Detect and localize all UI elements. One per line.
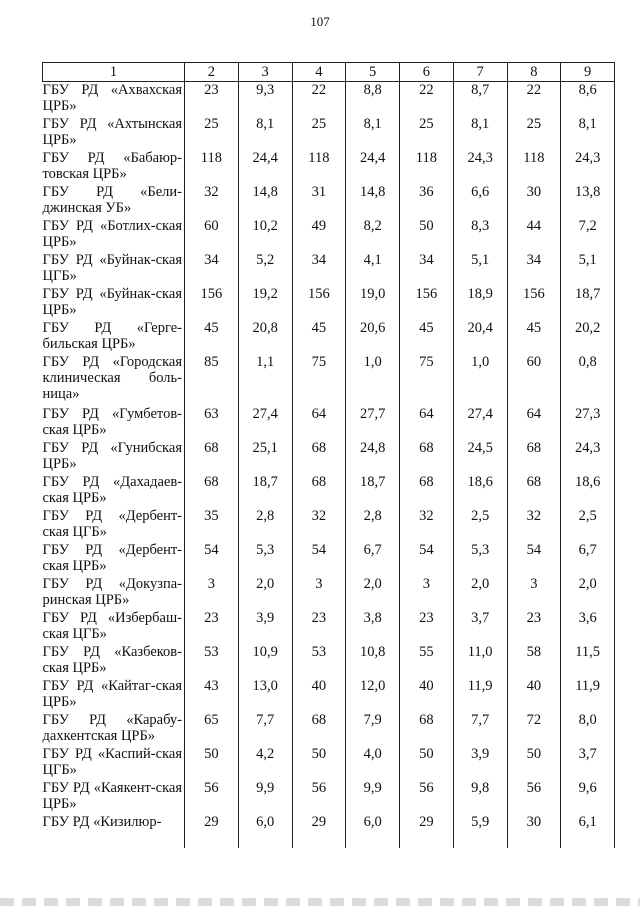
value-cell: 9,3 [238, 82, 292, 117]
value-cell: 40 [507, 678, 561, 712]
value-cell: 11,9 [561, 678, 615, 712]
column-header: 7 [453, 63, 507, 82]
value-cell: 27,4 [453, 406, 507, 440]
value-cell: 8,0 [561, 712, 615, 746]
table-body [43, 82, 615, 849]
value-cell: 22 [507, 82, 561, 117]
value-cell: 156 [292, 286, 346, 320]
value-cell: 34 [400, 252, 454, 286]
value-cell: 118 [185, 150, 239, 184]
column-header: 4 [292, 63, 346, 82]
institution-name: ГБУ РД «Ахтынская ЦРБ» [42, 116, 182, 148]
table-row [43, 644, 615, 678]
value-cell: 56 [507, 780, 561, 814]
value-cell: 6,0 [238, 814, 292, 848]
value-cell: 44 [507, 218, 561, 252]
value-cell: 23 [400, 610, 454, 644]
value-cell: 156 [185, 286, 239, 320]
value-cell: 18,6 [453, 474, 507, 508]
value-cell: 64 [292, 406, 346, 440]
value-cell: 2,5 [453, 508, 507, 542]
value-cell: 22 [292, 82, 346, 117]
institution-name: ГБУ РД «Гунибская ЦРБ» [42, 440, 182, 472]
value-cell: 4,2 [238, 746, 292, 780]
institution-name: ГБУ РД «Ботлих-ская ЦРБ» [42, 218, 182, 250]
value-cell: 2,0 [346, 576, 400, 610]
page-number: 107 [310, 14, 330, 29]
value-cell: 1,1 [238, 354, 292, 406]
scan-edge-artifact [0, 898, 640, 906]
value-cell: 9,9 [346, 780, 400, 814]
value-cell: 40 [292, 678, 346, 712]
value-cell: 5,1 [561, 252, 615, 286]
column-header: 6 [400, 63, 454, 82]
value-cell: 53 [292, 644, 346, 678]
table-row [43, 218, 615, 252]
value-cell: 23 [507, 610, 561, 644]
value-cell: 7,7 [238, 712, 292, 746]
value-cell: 3 [185, 576, 239, 610]
value-cell: 8,1 [561, 116, 615, 150]
value-cell: 3,6 [561, 610, 615, 644]
table-row [43, 116, 615, 150]
institution-name: ГБУ РД «Буйнак-ская ЦРБ» [42, 286, 182, 318]
value-cell: 25 [400, 116, 454, 150]
value-cell: 29 [400, 814, 454, 848]
value-cell: 8,2 [346, 218, 400, 252]
value-cell: 1,0 [453, 354, 507, 406]
value-cell: 8,1 [453, 116, 507, 150]
value-cell: 19,0 [346, 286, 400, 320]
value-cell: 34 [507, 252, 561, 286]
value-cell: 156 [400, 286, 454, 320]
table-row [43, 320, 615, 354]
value-cell: 27,7 [346, 406, 400, 440]
value-cell: 6,6 [453, 184, 507, 218]
value-cell: 3,9 [453, 746, 507, 780]
value-cell: 43 [185, 678, 239, 712]
value-cell: 4,0 [346, 746, 400, 780]
table-row [43, 184, 615, 218]
value-cell: 9,9 [238, 780, 292, 814]
value-cell: 63 [185, 406, 239, 440]
value-cell: 10,8 [346, 644, 400, 678]
value-cell: 20,4 [453, 320, 507, 354]
value-cell: 85 [185, 354, 239, 406]
value-cell: 24,4 [238, 150, 292, 184]
value-cell: 56 [400, 780, 454, 814]
value-cell: 11,5 [561, 644, 615, 678]
table-header-row [43, 63, 615, 82]
data-table [42, 62, 615, 848]
value-cell: 32 [292, 508, 346, 542]
institution-name: ГБУ РД «Городская клиническая боль-ница» [42, 354, 182, 402]
value-cell: 50 [400, 218, 454, 252]
value-cell: 24,4 [346, 150, 400, 184]
value-cell: 19,2 [238, 286, 292, 320]
column-header: 9 [561, 63, 615, 82]
table-row [43, 746, 615, 780]
value-cell: 32 [400, 508, 454, 542]
value-cell: 10,9 [238, 644, 292, 678]
table-row [43, 354, 615, 406]
table-row [43, 712, 615, 746]
value-cell: 3,8 [346, 610, 400, 644]
value-cell: 40 [400, 678, 454, 712]
value-cell: 54 [185, 542, 239, 576]
value-cell: 30 [507, 814, 561, 848]
table-row [43, 82, 615, 117]
value-cell: 11,0 [453, 644, 507, 678]
table-row [43, 814, 615, 848]
value-cell: 1,0 [346, 354, 400, 406]
column-header: 5 [346, 63, 400, 82]
value-cell: 18,7 [561, 286, 615, 320]
value-cell: 25,1 [238, 440, 292, 474]
value-cell: 56 [185, 780, 239, 814]
value-cell: 32 [507, 508, 561, 542]
value-cell: 6,7 [346, 542, 400, 576]
value-cell: 8,7 [453, 82, 507, 117]
value-cell: 64 [507, 406, 561, 440]
value-cell: 34 [292, 252, 346, 286]
value-cell: 35 [185, 508, 239, 542]
value-cell: 23 [185, 610, 239, 644]
value-cell: 20,8 [238, 320, 292, 354]
value-cell: 24,3 [561, 440, 615, 474]
value-cell: 9,8 [453, 780, 507, 814]
value-cell: 27,3 [561, 406, 615, 440]
value-cell: 20,2 [561, 320, 615, 354]
table-row [43, 610, 615, 644]
value-cell: 6,1 [561, 814, 615, 848]
value-cell: 22 [400, 82, 454, 117]
value-cell: 3 [400, 576, 454, 610]
institution-name: ГБУ РД «Казбеков-ская ЦРБ» [42, 644, 182, 676]
value-cell: 8,8 [346, 82, 400, 117]
value-cell: 65 [185, 712, 239, 746]
value-cell: 68 [400, 474, 454, 508]
value-cell: 7,2 [561, 218, 615, 252]
value-cell: 118 [507, 150, 561, 184]
value-cell: 5,1 [453, 252, 507, 286]
value-cell: 68 [292, 712, 346, 746]
value-cell: 23 [185, 82, 239, 117]
value-cell: 64 [400, 406, 454, 440]
value-cell: 156 [507, 286, 561, 320]
value-cell: 58 [507, 644, 561, 678]
value-cell: 5,3 [238, 542, 292, 576]
value-cell: 24,3 [561, 150, 615, 184]
institution-name: ГБУ РД «Гумбетов-ская ЦРБ» [42, 406, 182, 438]
value-cell: 54 [292, 542, 346, 576]
institution-name: ГБУ РД «Бабаюр-товская ЦРБ» [42, 150, 182, 182]
value-cell: 45 [185, 320, 239, 354]
value-cell: 25 [292, 116, 346, 150]
table-row [43, 150, 615, 184]
value-cell: 6,7 [561, 542, 615, 576]
value-cell: 25 [185, 116, 239, 150]
value-cell: 2,8 [238, 508, 292, 542]
table-row [43, 440, 615, 474]
value-cell: 30 [507, 184, 561, 218]
value-cell: 49 [292, 218, 346, 252]
value-cell: 68 [292, 440, 346, 474]
value-cell: 68 [185, 440, 239, 474]
value-cell: 31 [292, 184, 346, 218]
value-cell: 24,8 [346, 440, 400, 474]
value-cell: 60 [507, 354, 561, 406]
value-cell: 32 [185, 184, 239, 218]
table-row [43, 542, 615, 576]
value-cell: 14,8 [346, 184, 400, 218]
value-cell: 45 [292, 320, 346, 354]
value-cell: 2,0 [561, 576, 615, 610]
value-cell: 68 [400, 440, 454, 474]
value-cell: 2,0 [238, 576, 292, 610]
value-cell: 50 [292, 746, 346, 780]
institution-name: ГБУ РД «Ахвахская ЦРБ» [42, 82, 182, 114]
value-cell: 8,6 [561, 82, 615, 117]
institution-name: ГБУ РД «Буйнак-ская ЦГБ» [42, 252, 182, 284]
value-cell: 29 [185, 814, 239, 848]
value-cell: 7,9 [346, 712, 400, 746]
value-cell: 18,9 [453, 286, 507, 320]
column-header: 8 [507, 63, 561, 82]
value-cell: 20,6 [346, 320, 400, 354]
institution-name: ГБУ РД «Каякент-ская ЦРБ» [42, 780, 182, 812]
value-cell: 24,5 [453, 440, 507, 474]
value-cell: 8,3 [453, 218, 507, 252]
value-cell: 118 [292, 150, 346, 184]
value-cell: 75 [400, 354, 454, 406]
institution-name: ГБУ РД «Каспий-ская ЦГБ» [42, 746, 182, 778]
value-cell: 18,6 [561, 474, 615, 508]
value-cell: 6,0 [346, 814, 400, 848]
value-cell: 3 [507, 576, 561, 610]
value-cell: 50 [400, 746, 454, 780]
institution-name: ГБУ РД «Дербент-ская ЦРБ» [42, 542, 182, 574]
value-cell: 68 [507, 440, 561, 474]
table-row [43, 678, 615, 712]
table-row [43, 508, 615, 542]
value-cell: 68 [400, 712, 454, 746]
value-cell: 13,8 [561, 184, 615, 218]
value-cell: 55 [400, 644, 454, 678]
value-cell: 75 [292, 354, 346, 406]
column-header: 3 [238, 63, 292, 82]
column-header: 2 [185, 63, 239, 82]
value-cell: 53 [185, 644, 239, 678]
table-row [43, 780, 615, 814]
value-cell: 9,6 [561, 780, 615, 814]
institution-name: ГБУ РД «Карабу-дахкентская ЦРБ» [42, 712, 182, 744]
table-row [43, 406, 615, 440]
table-row [43, 252, 615, 286]
value-cell: 18,7 [346, 474, 400, 508]
table-row [43, 286, 615, 320]
value-cell: 3 [292, 576, 346, 610]
value-cell: 68 [292, 474, 346, 508]
value-cell: 0,8 [561, 354, 615, 406]
institution-name: ГБУ РД «Дахадаев-ская ЦРБ» [42, 474, 182, 506]
value-cell: 50 [185, 746, 239, 780]
value-cell: 56 [292, 780, 346, 814]
value-cell: 68 [185, 474, 239, 508]
value-cell: 54 [400, 542, 454, 576]
value-cell: 72 [507, 712, 561, 746]
value-cell: 54 [507, 542, 561, 576]
institution-name: ГБУ РД «Дербент-ская ЦГБ» [42, 508, 182, 540]
value-cell: 2,8 [346, 508, 400, 542]
value-cell: 2,5 [561, 508, 615, 542]
value-cell: 34 [185, 252, 239, 286]
table-row [43, 474, 615, 508]
value-cell: 5,2 [238, 252, 292, 286]
institution-name: ГБУ РД «Докузпа-ринская ЦРБ» [42, 576, 182, 608]
value-cell: 3,9 [238, 610, 292, 644]
value-cell: 13,0 [238, 678, 292, 712]
value-cell: 68 [507, 474, 561, 508]
value-cell: 60 [185, 218, 239, 252]
value-cell: 12,0 [346, 678, 400, 712]
institution-name: ГБУ РД «Бели-джинская УБ» [42, 184, 182, 216]
column-header: 1 [43, 63, 185, 82]
value-cell: 5,9 [453, 814, 507, 848]
value-cell: 29 [292, 814, 346, 848]
value-cell: 18,7 [238, 474, 292, 508]
value-cell: 23 [292, 610, 346, 644]
value-cell: 8,1 [238, 116, 292, 150]
institution-name: ГБУ РД «Кизилюр- [42, 814, 162, 830]
value-cell: 14,8 [238, 184, 292, 218]
value-cell: 7,7 [453, 712, 507, 746]
value-cell: 50 [507, 746, 561, 780]
value-cell: 45 [507, 320, 561, 354]
value-cell: 3,7 [561, 746, 615, 780]
value-cell: 118 [400, 150, 454, 184]
table-row [43, 576, 615, 610]
institution-name: ГБУ РД «Герге-бильская ЦРБ» [42, 320, 182, 352]
institution-name: ГБУ РД «Избербаш-ская ЦГБ» [42, 610, 182, 642]
value-cell: 11,9 [453, 678, 507, 712]
value-cell: 24,3 [453, 150, 507, 184]
value-cell: 25 [507, 116, 561, 150]
value-cell: 4,1 [346, 252, 400, 286]
value-cell: 8,1 [346, 116, 400, 150]
value-cell: 2,0 [453, 576, 507, 610]
value-cell: 27,4 [238, 406, 292, 440]
institution-name: ГБУ РД «Кайтаг-ская ЦРБ» [42, 678, 182, 710]
value-cell: 5,3 [453, 542, 507, 576]
value-cell: 10,2 [238, 218, 292, 252]
value-cell: 3,7 [453, 610, 507, 644]
value-cell: 45 [400, 320, 454, 354]
value-cell: 36 [400, 184, 454, 218]
